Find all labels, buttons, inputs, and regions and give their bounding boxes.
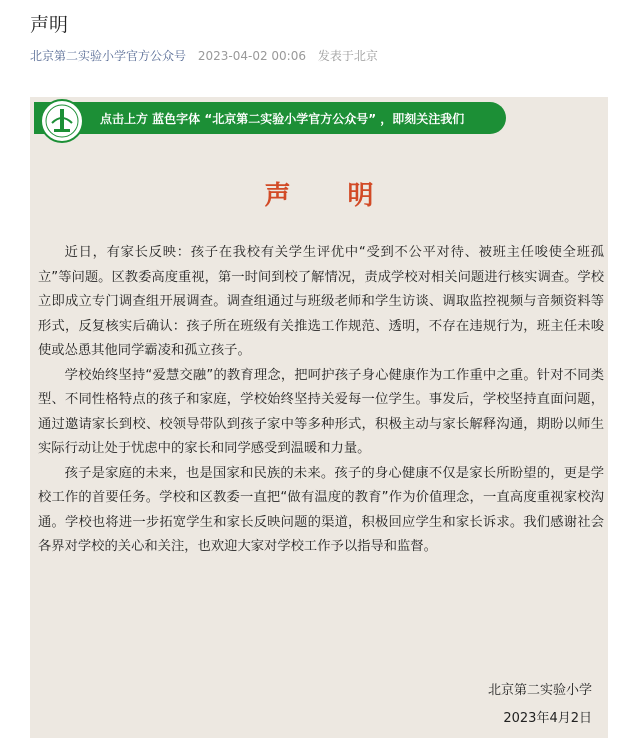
statement-body [38, 241, 604, 560]
follow-banner-text: 点击上方 蓝色字体 “北京第二实验小学官方公众号” ，即刻关注我们 [100, 112, 465, 126]
signature-name: 北京第二实验小学 [487, 683, 592, 698]
statement-paragraph: 孩子是家庭的未来，也是国家和民族的未来。孩子的身心健康不仅是家长所盼望的，更是学校工作的首要任务。学校和区教委一直把“做有温度的教育”作为价值理念，一直高度重视家校沟通。学校也将进一步拓宽学生和家长反映问题的渠道，积极回应学生和家长诉求。我们感谢社会各界对学校的关心和关注，也欢迎大家对学校工作予以指导和监督。 [38, 465, 604, 554]
follow-banner[interactable] [34, 102, 506, 134]
publish-date: 2023-04-02 00:06 [197, 49, 306, 63]
statement-heading: 声 明 [264, 181, 398, 211]
page-title: 声明 [30, 14, 69, 36]
account-link[interactable]: 北京第二实验小学官方公众号 [30, 49, 187, 63]
statement-paragraph: 学校始终坚持“爱慧交融”的教育理念，把呵护孩子身心健康作为工作重中之重。针对不同类型、不同性格特点的孩子和家庭，学校始终坚持关爱每一位学生。事发后，学校坚持直面问题，通过邀请家长到校、校领导带队到孩子家中等多种形式，积极主动与家长解释沟通，期盼以师生实际行动让处于忧虑中的家长和同学感受到温暖和力量。 [38, 367, 604, 456]
signature-date: 2023年4月2日 [503, 711, 592, 726]
school-emblem-icon [40, 99, 84, 143]
article-meta [30, 47, 378, 64]
statement-document [30, 97, 608, 738]
statement-paragraph: 近日，有家长反映：孩子在我校有关学生评优中“受到不公平对待、被班主任唆使全班孤立”等问题。区教委高度重视，第一时间到校了解情况，责成学校对相关问题进行核实调查。学校立即成立专门调查组开展调查。调查组通过与班级老师和学生访谈、调取监控视频与音频资料等形式，反复核实后确认：孩子所在班级有关推选工作规范、透明，不存在违规行为，班主任未唆使或怂恿其他同学霸凌和孤立孩子。 [38, 245, 604, 358]
signature-block [488, 677, 592, 733]
publish-location: 发表于北京 [317, 49, 378, 63]
